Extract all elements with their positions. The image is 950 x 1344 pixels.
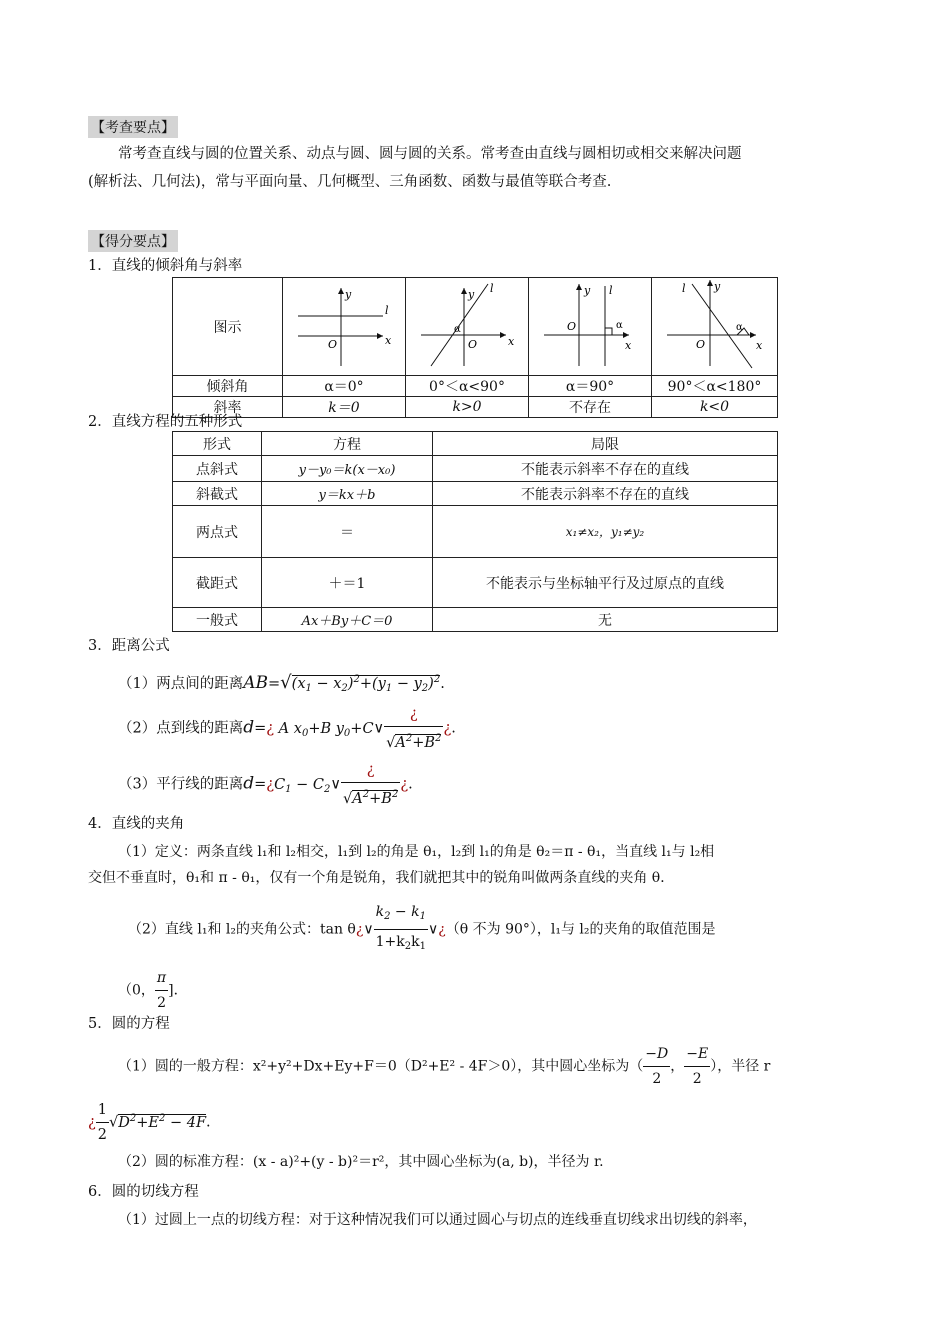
slope-table	[172, 277, 778, 418]
heading-angle: 4．直线的夹角	[88, 816, 185, 832]
paragraph: （2）圆的标准方程：(x - a)²+(y - b)²＝r²，其中圆心坐标为(a, b)，半径为 r.	[118, 1154, 604, 1170]
circle-general-equation: （1）圆的一般方程：x²+y²+Dx+Ey+F＝0（D²+E² - 4F＞0），其中圆心坐标为（ $\frac{-D}{2}$ ， $\frac{-E}{2}$ ），半径 r	[118, 1042, 770, 1091]
cell: y＝kx＋b	[262, 482, 433, 506]
x-label: x	[508, 335, 515, 348]
alpha-label: α	[616, 320, 623, 331]
cell: k<0	[652, 397, 778, 418]
paragraph: （1）定义：两条直线 l₁和 l₂相交，l₁到 l₂的角是 θ₁，l₂到 l₁的角是 θ₂＝π - θ₁，当直线 l₁与 l₂相	[118, 844, 715, 860]
formula-label: （2）点到线的距离	[118, 720, 244, 737]
formula-label: （2）直线 l₁和 l₂的夹角公式：tan θ	[128, 921, 356, 938]
cell: 一般式	[173, 608, 262, 632]
paragraph: 常考查直线与圆的位置关系、动点与圆、圆与圆的关系。常考查由直线与圆相切或相交来解决问题	[118, 146, 742, 162]
cell: 不能表示与坐标轴平行及过原点的直线	[433, 558, 778, 608]
cell: 倾斜角	[173, 376, 283, 397]
header-cell: 方程	[262, 432, 433, 456]
figure-vertical	[529, 278, 652, 376]
figure-obtuse	[652, 278, 778, 376]
formula-parallel-distance: （3）平行线的距离$d=¿C_1$ − $C_2\vee$ $\frac{¿}{√A^2+B^2}$ ¿.	[118, 758, 413, 811]
y-label: y	[468, 288, 475, 301]
cell: 90°＜α<180°	[652, 376, 778, 397]
cell: k＝0	[283, 397, 406, 418]
x-label: x	[625, 339, 632, 352]
cell: 斜截式	[173, 482, 262, 506]
y-label: y	[714, 280, 721, 293]
formula-label: （3）平行线的距离	[118, 776, 244, 793]
cell: 截距式	[173, 558, 262, 608]
l-label: l	[609, 284, 613, 297]
o-label: O	[468, 338, 478, 351]
figure-horizontal	[283, 278, 406, 376]
range-open: （0，	[118, 982, 155, 999]
angle-formula-line: （2）直线 l₁和 l₂的夹角公式：tan θ¿∨ $\frac{k_2 - k_1}{1+k_2k_1}$ ∨¿（θ 不为 90°），l₁与 l₂的夹角的取值范围是	[128, 900, 716, 959]
o-label: O	[328, 338, 338, 351]
cell: 点斜式	[173, 456, 262, 482]
heading-distance: 3．距离公式	[88, 638, 170, 654]
paragraph: （1）过圆上一点的切线方程：对于这种情况我们可以通过圆心与切点的连线垂直切线求出切线的斜率，	[118, 1212, 757, 1228]
header-cell: 局限	[433, 432, 778, 456]
formula-note: ，半径 r	[717, 1058, 771, 1075]
o-label: O	[696, 338, 706, 351]
cell: ＋＝1	[262, 558, 433, 608]
alpha-label: α	[736, 322, 743, 333]
cell: k>0	[406, 397, 529, 418]
formula-label: （1）圆的一般方程：x²+y²+Dx+Ey+F＝0（D²+E² - 4F＞0），其中圆心坐标为（	[118, 1058, 644, 1075]
figure-acute	[406, 278, 529, 376]
angle-range: （0， $\frac{\pi}{2}$ ]．	[118, 966, 188, 1015]
y-label: y	[345, 288, 352, 301]
l-label: l	[682, 282, 686, 295]
l-label: l	[385, 304, 389, 317]
cell: ＝	[262, 506, 433, 558]
paragraph: (解析法、几何法)，常与平面向量、几何概型、三角函数、函数与最值等联合考查.	[88, 174, 612, 190]
cell: 两点式	[173, 506, 262, 558]
cell: 无	[433, 608, 778, 632]
section-tag-scoring-points: 【得分要点】	[88, 230, 178, 252]
cell: 斜率	[173, 397, 283, 418]
cell: y－y₀＝k(x－x₀)	[262, 456, 433, 482]
cell: α＝0°	[283, 376, 406, 397]
heading-circle: 5．圆的方程	[88, 1016, 170, 1032]
range-close: ]．	[168, 982, 188, 999]
header-cell: 形式	[173, 432, 262, 456]
o-label: O	[567, 320, 577, 333]
cell: 图示	[173, 278, 283, 376]
section-tag-key-points: 【考查要点】	[88, 116, 178, 138]
cell: 不能表示斜率不存在的直线	[433, 456, 778, 482]
cell: x₁≠x₂，y₁≠y₂	[433, 506, 778, 558]
heading-slope: 1．直线的倾斜角与斜率	[88, 258, 243, 274]
cell: Ax＋By＋C＝0	[262, 608, 433, 632]
heading-line-forms: 2．直线方程的五种形式	[88, 414, 243, 430]
circle-radius-formula: ¿ $\frac{1}{2}$ $√D^2+E^2 - 4F$.	[88, 1098, 211, 1147]
formula-point-line-distance: （2）点到线的距离d=¿ A $x_0+B$ $y_0+C\vee$ $\frac{¿}{√A^2+B^2}$ ¿.	[118, 702, 456, 755]
alpha-label: α	[454, 324, 461, 335]
formula-note: （θ 不为 90°），l₁与 l₂的夹角的取值范围是	[445, 921, 716, 938]
formula-two-point-distance: （1）两点间的距离$AB=√(x_1 - x_2)^2+(y_1 - y_2)^2$.	[118, 672, 445, 694]
heading-tangent: 6．圆的切线方程	[88, 1184, 199, 1200]
x-label: x	[756, 339, 763, 352]
cell: 不存在	[529, 397, 652, 418]
cell: α＝90°	[529, 376, 652, 397]
y-label: y	[584, 284, 591, 297]
formula-label: （1）两点间的距离	[118, 676, 244, 692]
l-label: l	[490, 282, 494, 295]
cell: 0°＜α<90°	[406, 376, 529, 397]
paragraph: 交但不垂直时，θ₁和 π - θ₁，仅有一个角是锐角，我们就把其中的锐角叫做两条直线的夹角 θ．	[88, 870, 675, 886]
cell: 不能表示斜率不存在的直线	[433, 482, 778, 506]
line-forms-table	[172, 431, 778, 632]
x-label: x	[385, 334, 392, 347]
